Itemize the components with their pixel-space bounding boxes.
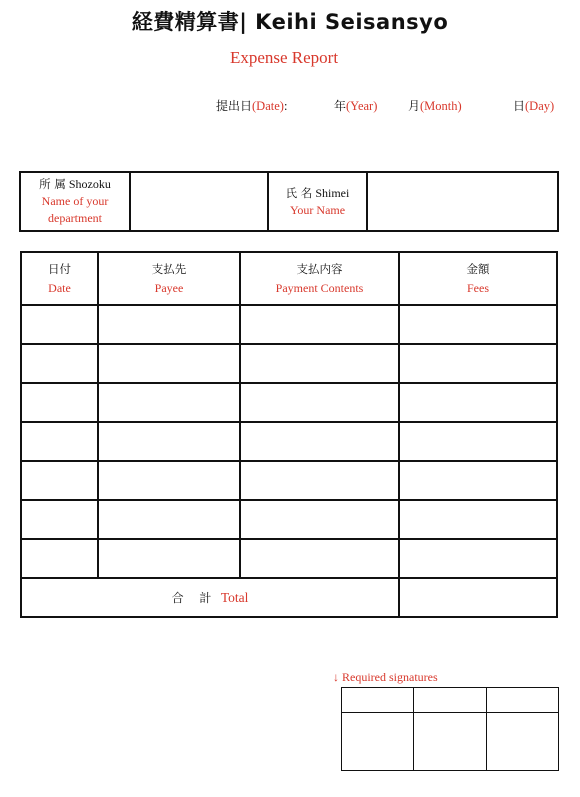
fees-cell[interactable]	[399, 344, 557, 383]
table-row	[21, 422, 557, 461]
payment-contents-cell[interactable]	[240, 500, 399, 539]
table-row	[21, 500, 557, 539]
signature-title-cell[interactable]	[342, 688, 414, 713]
signature-title-cell[interactable]	[486, 688, 558, 713]
total-label: 合 計 Total	[21, 578, 399, 617]
date-cell[interactable]	[21, 500, 98, 539]
submit-date-label: 提出日(Date):	[216, 99, 288, 113]
signature-boxes	[341, 687, 559, 771]
table-header-row	[21, 252, 557, 305]
payee-cell[interactable]	[98, 500, 240, 539]
expense-table	[20, 251, 558, 618]
payment-contents-cell[interactable]	[240, 305, 399, 344]
signature-stamp-cell[interactable]	[486, 713, 558, 771]
date-cell[interactable]	[21, 305, 98, 344]
total-row	[21, 578, 557, 617]
date-cell[interactable]	[21, 383, 98, 422]
payment-contents-cell[interactable]	[240, 383, 399, 422]
affiliation-label: 所 属 Shozoku Name of your department	[20, 172, 130, 231]
table-row	[21, 383, 557, 422]
signature-stamp-cell[interactable]	[342, 713, 414, 771]
page-title: 経費精算書| Keihi Seisansyo	[131, 10, 449, 34]
fees-cell[interactable]	[399, 305, 557, 344]
payee-cell[interactable]	[98, 305, 240, 344]
table-row	[21, 305, 557, 344]
payment-contents-cell[interactable]	[240, 539, 399, 578]
date-cell[interactable]	[21, 422, 98, 461]
name-field[interactable]	[367, 172, 558, 231]
date-cell[interactable]	[21, 344, 98, 383]
column-header-fees: 金額 Fees	[399, 252, 557, 305]
fees-cell[interactable]	[399, 500, 557, 539]
table-row	[21, 344, 557, 383]
payment-contents-cell[interactable]	[240, 344, 399, 383]
signatures-caption: ↓ Required signatures	[333, 670, 438, 684]
column-header-payee: 支払先 Payee	[98, 252, 240, 305]
column-header-payment-contents: 支払内容 Payment Contents	[240, 252, 399, 305]
payee-cell[interactable]	[98, 422, 240, 461]
year-label: 年(Year)	[334, 99, 378, 113]
signature-stamp-cell[interactable]	[414, 713, 486, 771]
column-header-date: 日付 Date	[21, 252, 98, 305]
affiliation-field[interactable]	[130, 172, 268, 231]
fees-cell[interactable]	[399, 461, 557, 500]
date-cell[interactable]	[21, 461, 98, 500]
total-fees-cell[interactable]	[399, 578, 557, 617]
fees-cell[interactable]	[399, 539, 557, 578]
payee-cell[interactable]	[98, 461, 240, 500]
name-label: 氏 名 Shimei Your Name	[268, 172, 367, 231]
page-subtitle: Expense Report	[229, 48, 339, 67]
fees-cell[interactable]	[399, 383, 557, 422]
day-label: 日(Day)	[513, 99, 555, 113]
table-row	[21, 461, 557, 500]
table-row	[21, 539, 557, 578]
payee-cell[interactable]	[98, 344, 240, 383]
payment-contents-cell[interactable]	[240, 461, 399, 500]
info-table	[19, 171, 559, 232]
payee-cell[interactable]	[98, 383, 240, 422]
date-cell[interactable]	[21, 539, 98, 578]
month-label: 月(Month)	[408, 99, 462, 113]
payee-cell[interactable]	[98, 539, 240, 578]
signature-title-cell[interactable]	[414, 688, 486, 713]
payment-contents-cell[interactable]	[240, 422, 399, 461]
fees-cell[interactable]	[399, 422, 557, 461]
